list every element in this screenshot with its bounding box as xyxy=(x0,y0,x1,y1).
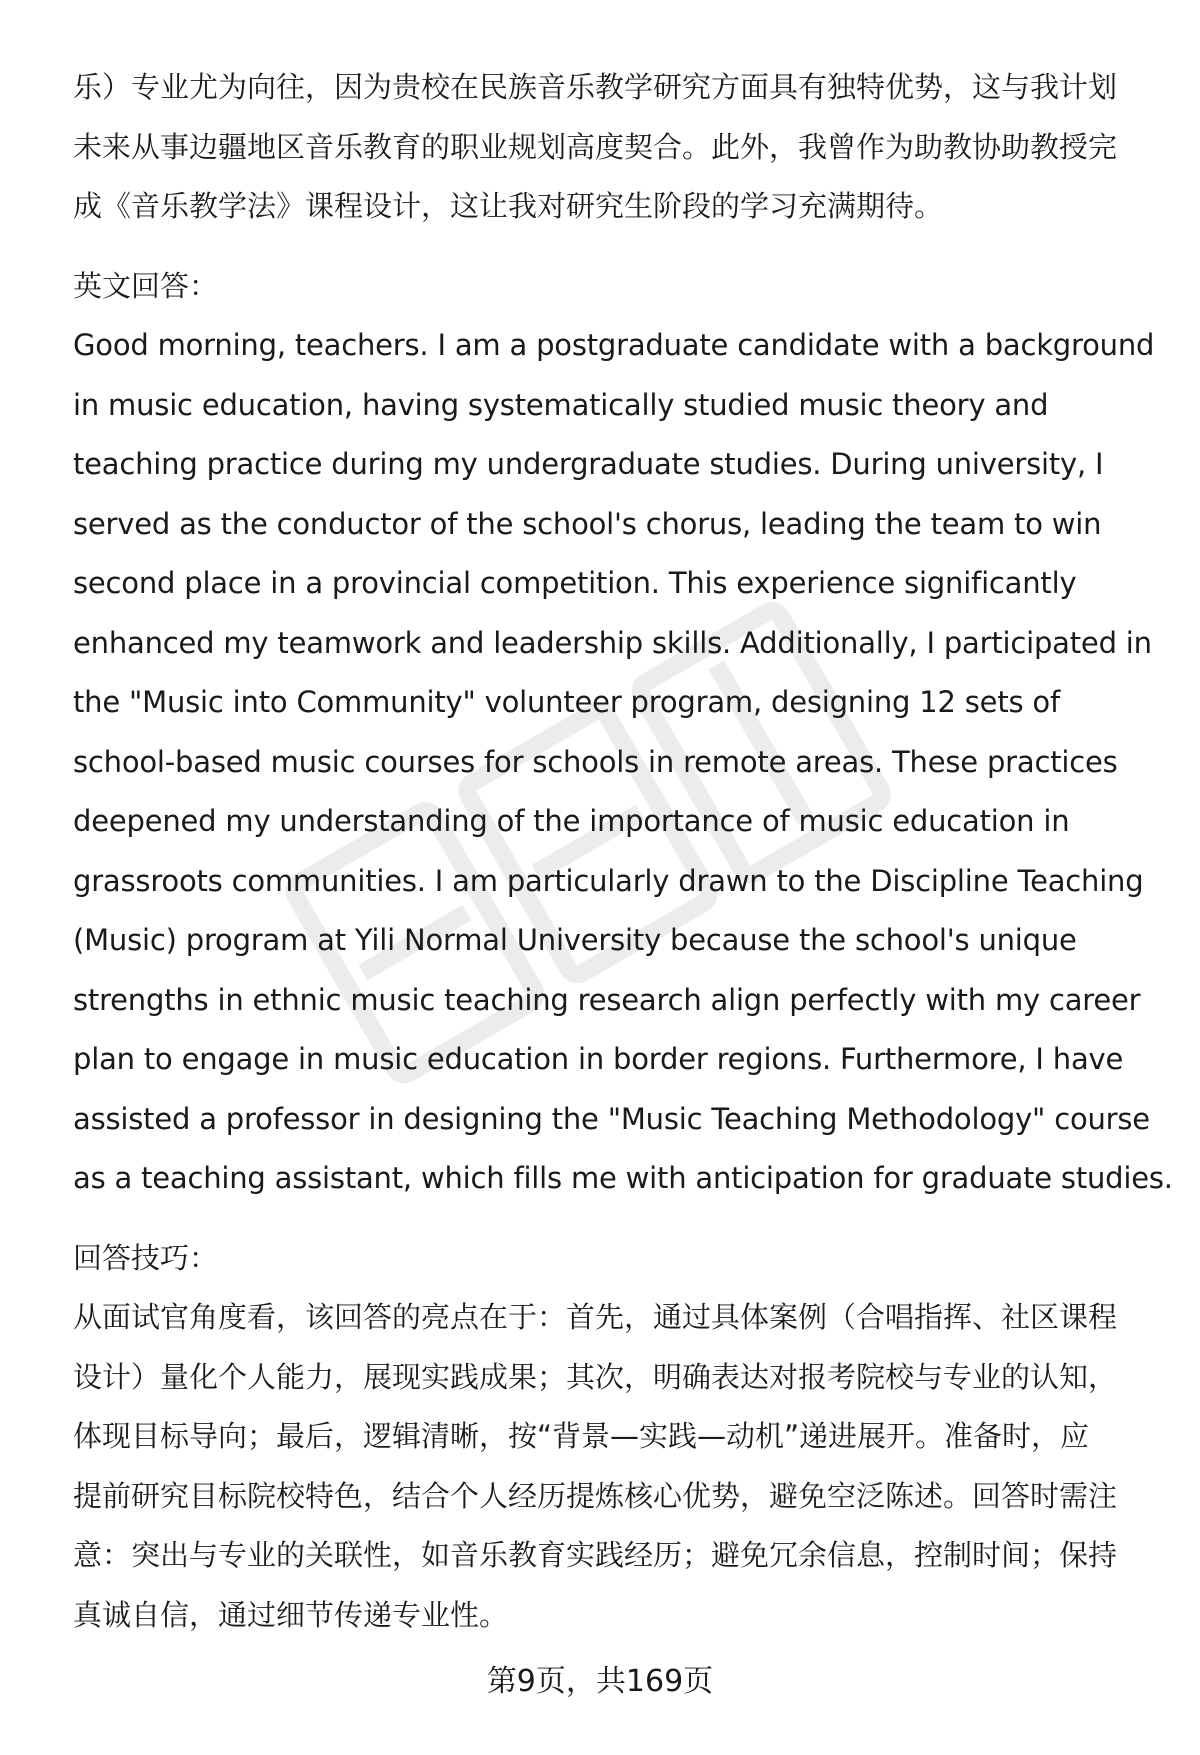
english-answer-paragraph xyxy=(73,316,1173,1209)
text-line: plan to engage in music education in border regions. Furthermore, I have xyxy=(73,1042,1124,1076)
text-line: 意：突出与专业的关联性，如音乐教育实践经历；避免冗余信息，控制时间；保持 xyxy=(73,1538,1118,1572)
text-line: grassroots communities. I am particularly drawn to the Discipline Teaching xyxy=(73,863,1144,898)
answer-tips-paragraph xyxy=(73,1288,1163,1645)
text-line: assisted a professor in designing the "Music Teaching Methodology" course xyxy=(73,1101,1150,1136)
text-line: second place in a provincial competition. This experience significantly xyxy=(73,566,1077,600)
text-line: the "Music into Community" volunteer program, designing 12 sets of xyxy=(73,685,1060,719)
text-line: enhanced my teamwork and leadership skills. Additionally, I participated in xyxy=(73,625,1152,660)
text-line: 设计）量化个人能力，展现实践成果；其次，明确表达对报考院校与专业的认知， xyxy=(73,1359,1118,1394)
text-line: as a teaching assistant, which fills me with anticipation for graduate studies. xyxy=(73,1161,1173,1195)
text-line: in music education, having systematically studied music theory and xyxy=(73,387,1049,422)
text-line: 从面试官角度看，该回答的亮点在于：首先，通过具体案例（合唱指挥、社区课程 xyxy=(73,1300,1118,1334)
text-line: school-based music courses for schools in remote areas. These practices xyxy=(73,744,1118,779)
text-line: 提前研究目标院校特色，结合个人经历提炼核心优势，避免空泛陈述。回答时需注 xyxy=(73,1478,1118,1513)
english-answer-heading: 英文回答： xyxy=(73,268,219,303)
text-line: 成《音乐教学法》课程设计，这让我对研究生阶段的学习充满期待。 xyxy=(73,189,944,223)
document-page xyxy=(73,58,1173,1645)
text-line: 乐）专业尤为向往，因为贵校在民族音乐教学研究方面具有独特优势，这与我计划 xyxy=(73,70,1118,104)
text-line: 体现目标导向；最后，逻辑清晰，按“背景—实践—动机”递进展开。准备时，应 xyxy=(73,1419,1090,1453)
text-line: served as the conductor of the school's chorus, leading the team to win xyxy=(73,506,1102,541)
text-line: deepened my understanding of the importance of music education in xyxy=(73,804,1070,838)
text-line: teaching practice during my undergraduate studies. During university, I xyxy=(73,447,1104,481)
intro-paragraph xyxy=(73,58,1163,237)
text-line: Good morning, teachers. I am a postgraduate candidate with a background xyxy=(73,328,1155,362)
text-line: strengths in ethnic music teaching research align perfectly with my career xyxy=(73,982,1141,1017)
page-number-footer: 第9页，共169页 xyxy=(486,1664,714,1699)
answer-tips-heading: 回答技巧： xyxy=(73,1240,219,1275)
text-line: (Music) program at Yili Normal University because the school's unique xyxy=(73,923,1077,957)
text-line: 未来从事边疆地区音乐教育的职业规划高度契合。此外，我曾作为助教协助教授完 xyxy=(73,129,1118,164)
text-line: 真诚自信，通过细节传递专业性。 xyxy=(73,1597,509,1632)
